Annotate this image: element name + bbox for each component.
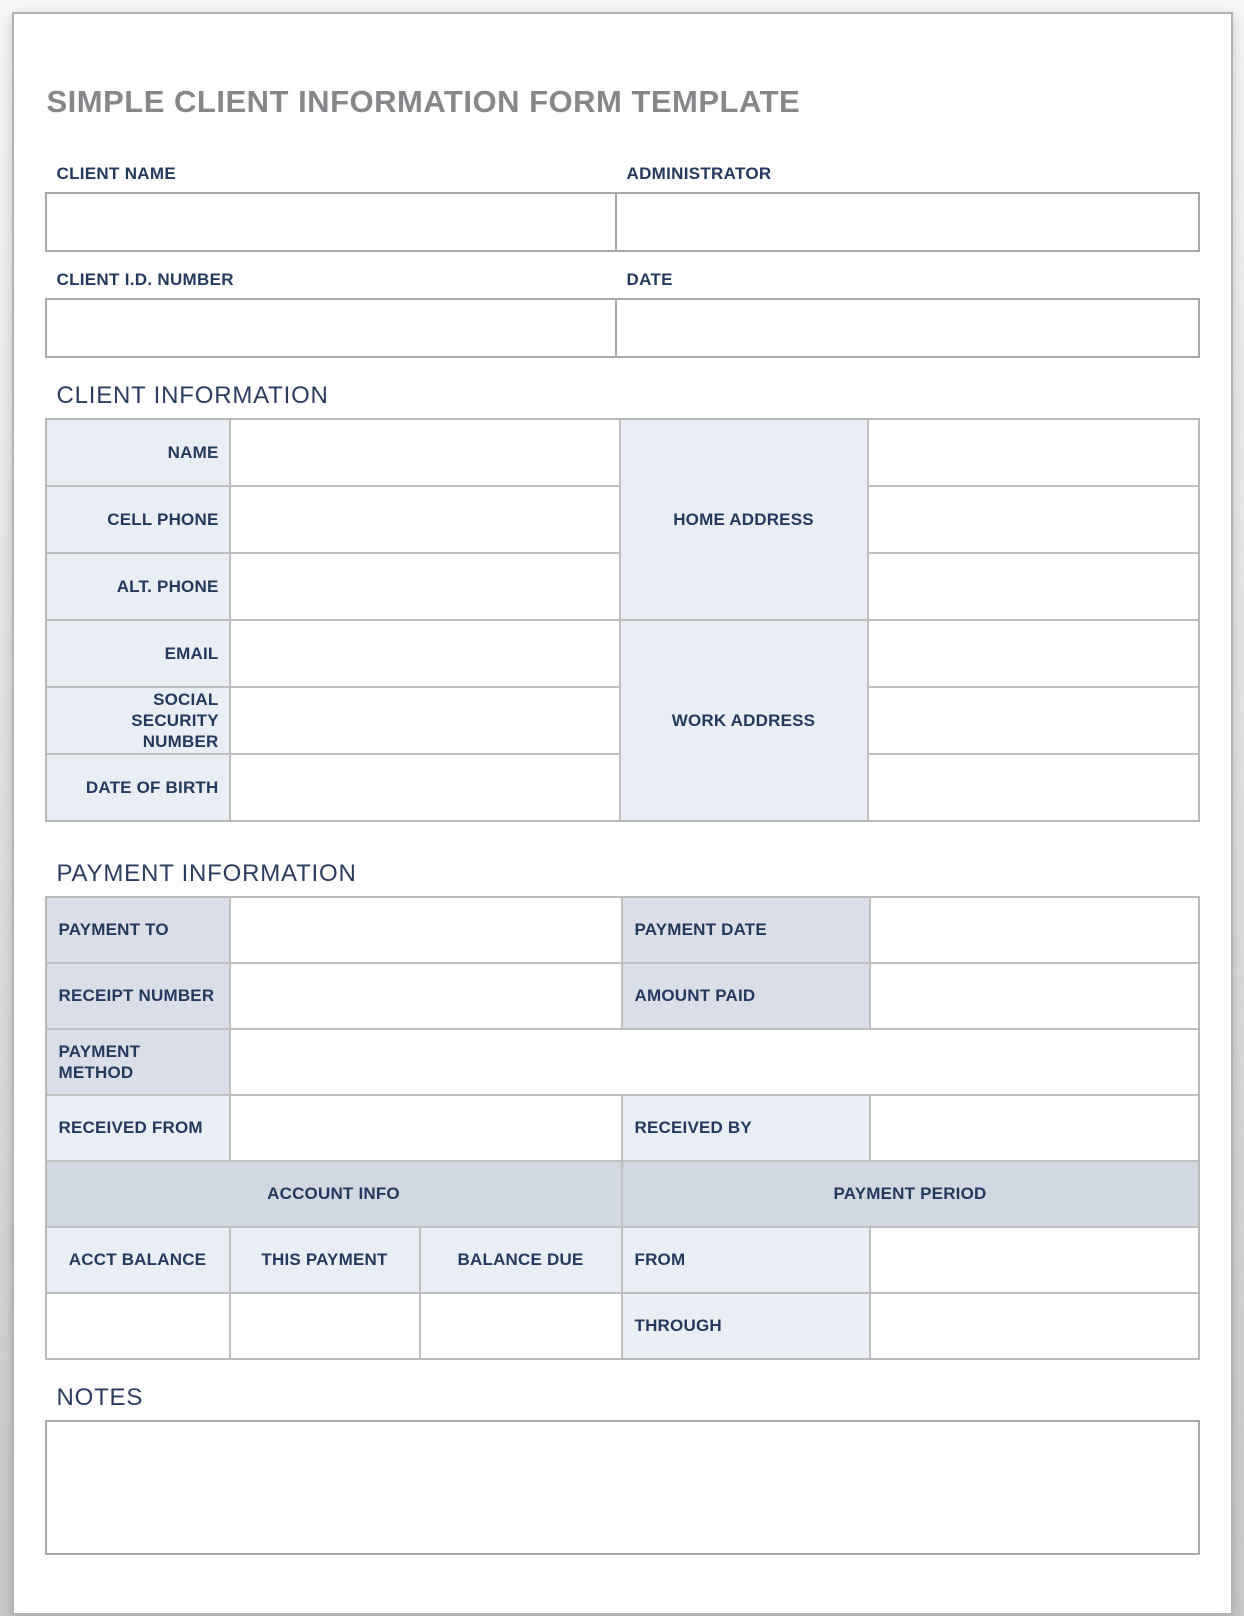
name-input[interactable] <box>231 420 619 485</box>
top-label-row-2 <box>45 270 1200 298</box>
through-input[interactable] <box>871 1294 1198 1358</box>
received-by-label: RECEIVED BY <box>623 1096 869 1160</box>
work-address-line-2-input[interactable] <box>869 688 1198 753</box>
payment-method-label-text: PAYMENT METHOD <box>58 1041 141 1082</box>
account-info-header: ACCOUNT INFO <box>47 1162 621 1226</box>
payment-method-input[interactable] <box>231 1030 1198 1094</box>
work-address-line-1-input[interactable] <box>869 621 1198 686</box>
social-security-number-row-label <box>47 688 229 753</box>
client-information-table <box>45 418 1200 822</box>
amount-paid-label: AMOUNT PAID <box>623 964 869 1028</box>
payment-date-label: PAYMENT DATE <box>623 898 869 962</box>
social-security-number-label-text: SOCIAL SECURITY NUMBER <box>131 689 219 752</box>
work-address-label: WORK ADDRESS <box>621 621 867 820</box>
payment-date-input[interactable] <box>871 898 1198 962</box>
email-input[interactable] <box>231 621 619 686</box>
client-id-number-input[interactable] <box>47 300 617 356</box>
cell-phone-input[interactable] <box>231 487 619 552</box>
payment-method-label <box>47 1030 229 1094</box>
date-of-birth-input[interactable] <box>231 755 619 820</box>
document-page <box>12 12 1233 1615</box>
date-input[interactable] <box>617 300 1198 356</box>
this-payment-label: THIS PAYMENT <box>231 1228 419 1292</box>
receipt-number-label: RECEIPT NUMBER <box>47 964 229 1028</box>
page-title: SIMPLE CLIENT INFORMATION FORM TEMPLATE <box>46 84 801 119</box>
name-row-label: NAME <box>47 420 229 485</box>
received-from-input[interactable] <box>231 1096 621 1160</box>
payment-information-section-title: PAYMENT INFORMATION <box>56 860 357 887</box>
email-row-label: EMAIL <box>47 621 229 686</box>
client-name-label: CLIENT NAME <box>56 164 176 183</box>
acct-balance-input[interactable] <box>47 1294 229 1358</box>
work-address-line-3-input[interactable] <box>869 755 1198 820</box>
this-payment-input[interactable] <box>231 1294 419 1358</box>
administrator-input[interactable] <box>617 194 1198 250</box>
client-name-input[interactable] <box>47 194 617 250</box>
amount-paid-input[interactable] <box>871 964 1198 1028</box>
top-label-row-1 <box>45 164 1200 192</box>
home-address-label: HOME ADDRESS <box>621 420 867 619</box>
date-label: DATE <box>626 270 673 289</box>
from-input[interactable] <box>871 1228 1198 1292</box>
administrator-label: ADMINISTRATOR <box>626 164 772 183</box>
top-box-row-2 <box>45 298 1200 358</box>
payment-information-table <box>45 896 1200 1360</box>
received-by-input[interactable] <box>871 1096 1198 1160</box>
payment-period-header: PAYMENT PERIOD <box>623 1162 1198 1226</box>
cell-phone-row-label: CELL PHONE <box>47 487 229 552</box>
from-label: FROM <box>623 1228 869 1292</box>
date-of-birth-row-label: DATE OF BIRTH <box>47 755 229 820</box>
client-id-number-label: CLIENT I.D. NUMBER <box>56 270 234 289</box>
balance-due-input[interactable] <box>421 1294 621 1358</box>
received-from-label: RECEIVED FROM <box>47 1096 229 1160</box>
balance-due-label: BALANCE DUE <box>421 1228 621 1292</box>
payment-to-label: PAYMENT TO <box>47 898 229 962</box>
through-label: THROUGH <box>623 1294 869 1358</box>
client-information-section-title: CLIENT INFORMATION <box>56 382 329 409</box>
home-address-line-1-input[interactable] <box>869 420 1198 485</box>
receipt-number-input[interactable] <box>231 964 621 1028</box>
payment-to-input[interactable] <box>231 898 621 962</box>
home-address-line-2-input[interactable] <box>869 487 1198 552</box>
home-address-line-3-input[interactable] <box>869 554 1198 619</box>
top-box-row-1 <box>45 192 1200 252</box>
acct-balance-label: ACCT BALANCE <box>47 1228 229 1292</box>
alt-phone-row-label: ALT. PHONE <box>47 554 229 619</box>
notes-section-title: NOTES <box>56 1384 144 1411</box>
alt-phone-input[interactable] <box>231 554 619 619</box>
notes-input[interactable] <box>45 1420 1200 1555</box>
social-security-number-input[interactable] <box>231 688 619 753</box>
